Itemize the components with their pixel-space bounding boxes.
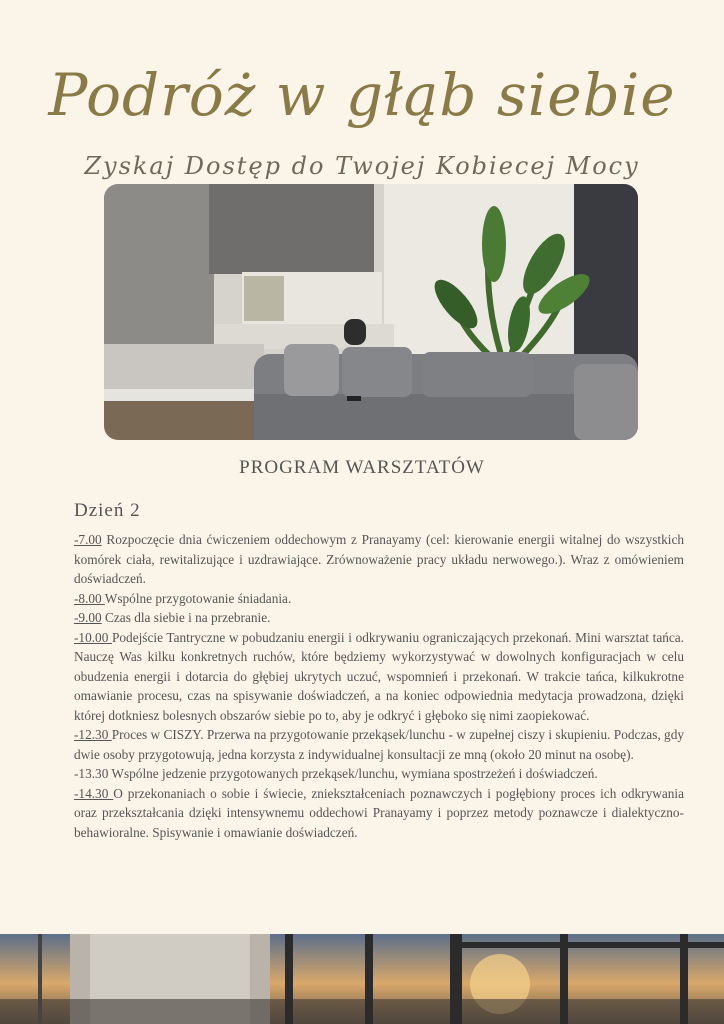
program-item [74, 764, 684, 784]
program-item [74, 530, 684, 589]
program-item-time: -9.00 [74, 610, 102, 625]
program-item-time: -8.00 [74, 590, 105, 606]
program-item [74, 725, 684, 764]
program-item-time: -14.30 [74, 785, 114, 801]
program-item [74, 784, 684, 843]
living-room-photo [104, 184, 638, 440]
program-item-time: -10.00 [74, 629, 113, 645]
program-item-text: O przekonaniach o sobie i świecie, zniekształceniach poznawczych i pogłębiony proces ich odkrywania oraz przekształcania dzięki intensywnemu oddechowi Pranayamy i poprzez metody poznawcze i dialektyczno-behawioralne. Spisywanie i omawianie doświadczeń. [74, 785, 685, 840]
page-title: Podróż w głąb siebie [48, 61, 676, 129]
sunset-view-photo [0, 934, 724, 1024]
program-item [74, 589, 684, 609]
program-list [74, 530, 684, 842]
program-item-time: -12.30 [74, 727, 112, 742]
program-item-text: Czas dla siebie i na przebranie. [101, 610, 271, 625]
program-item-text: Wspólne przygotowanie śniadania. [104, 590, 292, 606]
page-subtitle: Zyskaj Dostęp do Twojej Kobiecej Mocy [84, 152, 640, 180]
program-item [74, 608, 684, 628]
program-item-text: Proces w CISZY. Przerwa na przygotowanie przekąsek/lunchu - w zupełnej ciszy i skupieniu. Podczas, gdy dwie osoby przygotowują, jedna korzysta z indywidualnej konsultacji ze mną (około 20 minut na osobę). [74, 727, 684, 762]
program-item-text: -13.30 Wspólne jedzenie przygotowanych przekąsek/lunchu, wymiana spostrzeżeń i doświadczeń. [74, 766, 598, 781]
program-item-text: Rozpoczęcie dnia ćwiczeniem oddechowym z Pranayamy (cel: kierowanie energii witalnej do wszystkich komórek ciała, rewitalizujące i uzdrawiające. Zrównoważenie pracy układu nerwowego.). Wraz z omówieniem doświadczeń. [74, 532, 684, 586]
program-heading: PROGRAM WARSZTATÓW [239, 457, 485, 478]
program-item-text: Podejście Tantryczne w pobudzaniu energii i odkrywaniu ograniczających przekonań. Mini warsztat tańca. Nauczę Was kilku konkretnych ruchów, które będziemy wykorzystywać w dowolnych konfiguracjach w celu obudzenia energii i dotarcia do głębiej ukrytych uczuć, wspomnień i przekonań. W trakcie tańca, kilkukrotne omawianie procesu, czas na spisywanie doświadczeń, a na koniec odpowiednia medytacja prowadzona, dzięki której dotkniesz bolesnych obszarów siebie po to, aby je odkryć i głęboko się nimi zaopiekować. [74, 629, 684, 723]
day-label: Dzień 2 [74, 500, 141, 521]
program-item [74, 628, 684, 726]
program-item-time: -7.00 [74, 532, 102, 547]
